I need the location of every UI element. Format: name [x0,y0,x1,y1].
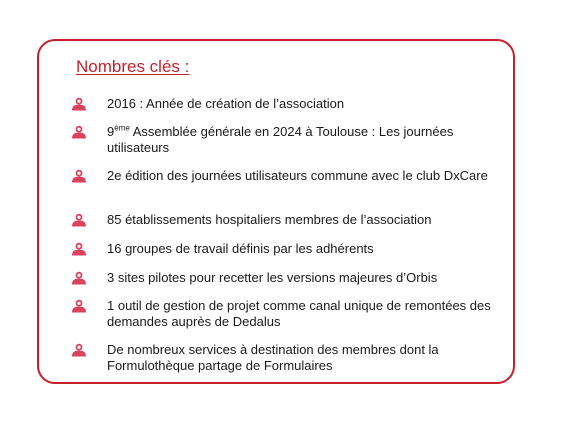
list-item [71,96,491,112]
list-item [71,241,491,257]
section-title: Nombres clés : [76,57,190,76]
list-item [71,124,491,156]
list-item [71,298,491,330]
list-item-text [107,124,491,156]
list-item-text-rest: Assemblée générale en 2024 à Toulouse : Les journées utilisateurs [107,124,454,155]
person-bust-icon [71,343,87,357]
ordinal-number: 9 [107,124,115,139]
list-item-text: 85 établissements hospitaliers membres de l’association [107,212,432,227]
list-item-text: 2016 : Année de création de l’association [107,96,345,111]
list-item-text: 3 sites pilotes pour recetter les versions majeures d’Orbis [107,270,438,285]
person-bust-icon [71,271,87,285]
list-item [71,270,491,286]
person-bust-icon [71,169,87,183]
person-bust-icon [71,125,87,139]
person-bust-icon [71,242,87,256]
list-item-text: De nombreux services à destination des membres dont la Formulothèque partage de Formulaires [107,342,439,373]
person-bust-icon [71,299,87,313]
list-item-text: 16 groupes de travail définis par les adhérents [107,241,374,256]
key-figures-card [37,39,515,384]
list-item [71,212,491,228]
person-bust-icon [71,97,87,111]
person-bust-icon [71,213,87,227]
list-item [71,342,491,374]
list-item-text: 2e édition des journées utilisateurs commune avec le club DxCare [107,168,488,183]
list-item [71,168,491,184]
list-item-text: 1 outil de gestion de projet comme canal unique de remontées des demandes auprès de Dedalus [107,298,491,329]
ordinal-suffix: ème [114,123,130,133]
